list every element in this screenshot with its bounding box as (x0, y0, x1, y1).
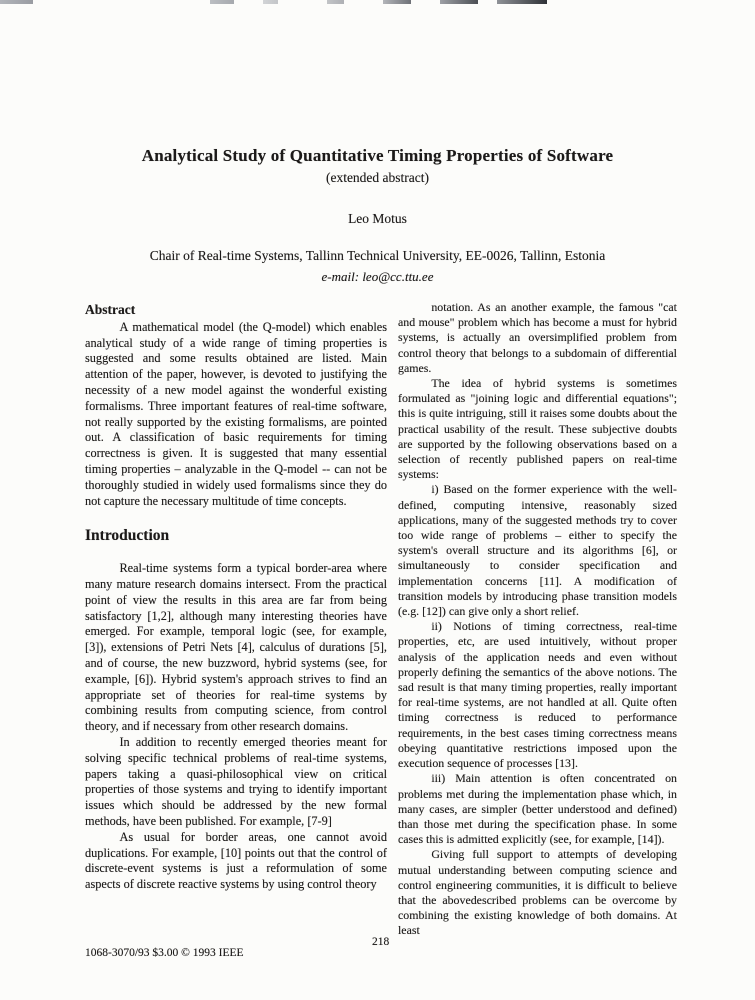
scan-artifact (497, 0, 547, 4)
copyright-notice: 1068-3070/93 $3.00 © 1993 IEEE (85, 947, 244, 959)
body-paragraph: iii) Main attention is often concentrated on problems met during the implementation phase which, in many cases, are simpler (better understood and defined) than those met during the specification phase. In some cases this is admitted explicitly (see, for example, [14]). (398, 771, 677, 847)
scan-artifact (263, 0, 278, 4)
author-affiliation: Chair of Real-time Systems, Tallinn Technical University, EE-0026, Tallinn, Estonia (149, 248, 606, 263)
body-paragraph: ii) Notions of timing correctness, real-time properties, etc, are used intuitively, without proper analysis of the application needs and even without properly defining the semantics of the above notions. The sad result is that many timing properties, really important for real-time systems, are not handled at all. Quite often timing correctness is reduced to performance requirements, in the best cases timing correctness means obeying quantitative restrictions imposed upon the execution sequence of processes [13]. (398, 619, 677, 771)
left-column (85, 302, 387, 893)
scan-artifact (327, 0, 344, 4)
body-paragraph: Giving full support to attempts of developing mutual understanding between computing science and control engineering communities, it is difficult to believe that the abovedescribed problems can be overcome by combining the existing knowledge of both domains. At least (398, 847, 677, 938)
scan-artifact (0, 0, 33, 4)
paper-title: Analytical Study of Quantitative Timing Properties of Software (141, 146, 614, 165)
introduction-paragraph: In addition to recently emerged theories meant for solving specific technical problems of real-time systems, papers taking a quasi-philosophical view on critical properties of those systems and trying to identify important issues which should be addressed by the new formal methods, have been published. For example, [7-9] (85, 734, 387, 828)
abstract-paragraph: A mathematical model (the Q-model) which enables analytical study of a wide range of timing properties is suggested and some results obtained are listed. Main attention of the paper, however, is devoted to justifying the necessity of a new model against the wonderful existing formalisms. Three important features of real-time software, not really supported by the existing formalisms, are pointed out. A classification of basic requirements for timing correctness is given. It is suggested that many essential timing properties – analyzable in the Q-model -- can not be thoroughly studied in widely used formalisms since they do not capture the necessary multitude of time concepts. (85, 319, 387, 508)
introduction-paragraph: Real-time systems form a typical border-area where many mature research domains intersect. From the practical point of view the results in this area are far from being satisfactory [1,2], although many interesting theories have emerged. For example, temporal logic (see, for example, [3]), extensions of Petri Nets [4], calculus of durations [5], and of course, the new buzzword, hybrid systems (see, for example, [6]). Hybrid system's approach strives to find an appropriate set of theories for real-time systems by combining results from computing science, from control theory, and if necessary from other research domains. (85, 561, 387, 734)
introduction-paragraph: As usual for border areas, one cannot avoid duplications. For example, [10] points out that the control of discrete-event systems is just a reformulation of some aspects of discrete reactive systems by using control theory (85, 829, 387, 892)
scan-artifact (553, 0, 613, 4)
body-paragraph: notation. As an another example, the famous "cat and mouse" problem which has become a must for hybrid systems, is actually an oversimplified problem from control theory that belongs to a subdomain of differential games. (398, 300, 677, 375)
page-number: 218 (372, 936, 390, 948)
author-name: Leo Motus (348, 211, 407, 226)
introduction-heading: Introduction (85, 527, 170, 545)
abstract-heading: Abstract (85, 302, 136, 317)
body-paragraph: The idea of hybrid systems is sometimes formulated as "joining logic and differential equations"; this is quite intriguing, still it raises some doubts about the practical usability of the result. These subjective doubts are supported by the following observations based on a selection of recently published papers on real-time systems: (398, 376, 677, 482)
scan-artifact (210, 0, 234, 4)
paper-subtitle: (extended abstract) (325, 170, 430, 185)
scan-artifact (440, 0, 478, 4)
body-paragraph: i) Based on the former experience with the well-defined, computing intensive, reasonably sized applications, many of the suggested methods try to cover too wide range of problems – either to specify the system's overall structure and its algorithms [6], or simultaneously to consider specification and implementation concerns [11]. A modification of transition models by introducing phase transition models (e.g. [12]) can give only a short relief. (398, 482, 677, 619)
scan-artifact (383, 0, 411, 4)
right-column (398, 300, 677, 939)
author-email: e-mail: leo@cc.ttu.ee (321, 269, 434, 284)
